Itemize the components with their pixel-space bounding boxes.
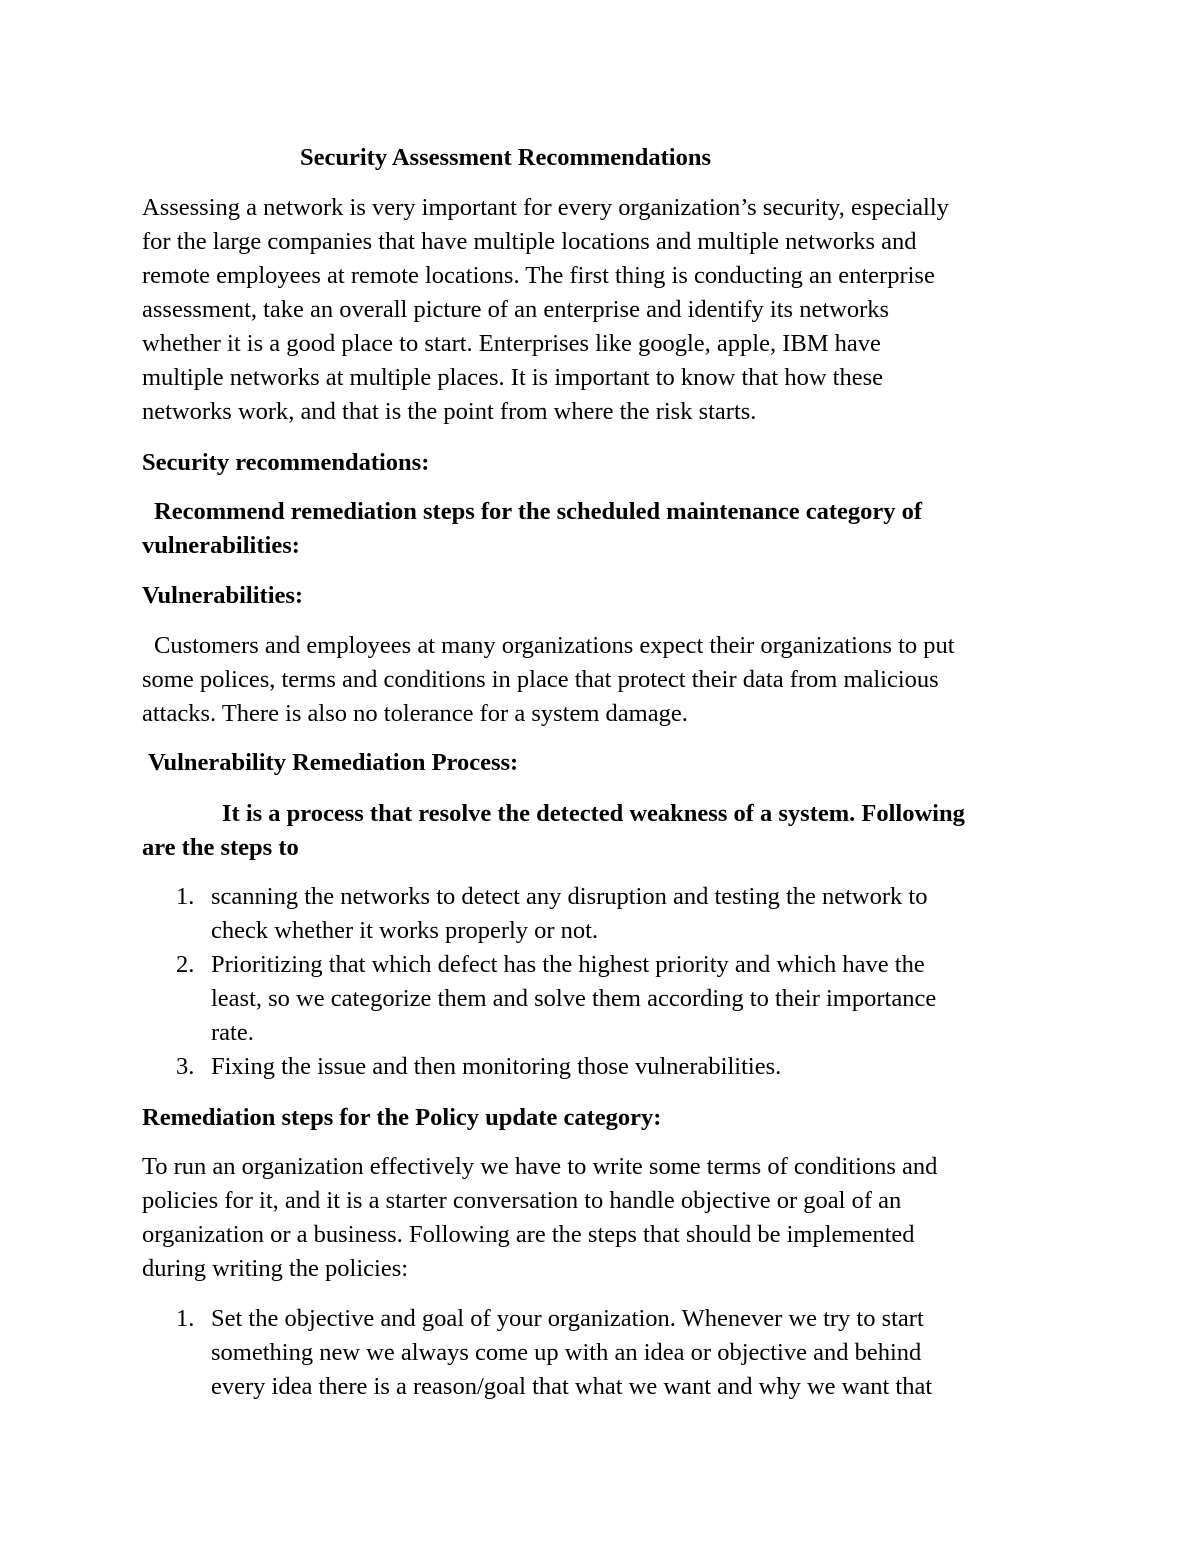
policy-step-1-line-3: every idea there is a reason/goal that what we want and why we want that — [211, 1373, 933, 1400]
policy-step-1-line-2: something new we always come up with an idea or objective and behind — [211, 1339, 922, 1366]
heading-security-recommendations: Security recommendations: — [142, 449, 430, 476]
intro-line-2: for the large companies that have multiple locations and multiple networks and — [142, 228, 917, 255]
policy-step-1-line-1: Set the objective and goal of your organization. Whenever we try to start — [211, 1305, 924, 1332]
policy-intro-line-1: To run an organization effectively we have to write some terms of conditions and — [142, 1153, 938, 1180]
heading-policy-update: Remediation steps for the Policy update category: — [142, 1104, 662, 1131]
intro-line-6: multiple networks at multiple places. It is important to know that how these — [142, 364, 883, 391]
heading-remediation-process: Vulnerability Remediation Process: — [148, 749, 519, 776]
intro-line-4: assessment, take an overall picture of an enterprise and identify its networks — [142, 296, 890, 323]
policy-step-1-number: 1. — [176, 1305, 195, 1332]
policy-intro-line-4: during writing the policies: — [142, 1255, 409, 1282]
process-step-2-number: 2. — [176, 951, 195, 978]
process-step-2-line-2: least, so we categorize them and solve them according to their importance — [211, 985, 937, 1012]
policy-intro-line-2: policies for it, and it is a starter conversation to handle objective or goal of an — [142, 1187, 902, 1214]
process-step-1-line-1: scanning the networks to detect any disruption and testing the network to — [211, 883, 928, 910]
process-step-2-line-1: Prioritizing that which defect has the highest priority and which have the — [211, 951, 925, 978]
vulnerabilities-line-3: attacks. There is also no tolerance for a system damage. — [142, 700, 688, 727]
heading-scheduled-maintenance-line-2: vulnerabilities: — [142, 532, 300, 559]
vulnerabilities-line-1: Customers and employees at many organizations expect their organizations to put — [154, 632, 955, 659]
document-title: Security Assessment Recommendations — [300, 144, 712, 171]
heading-scheduled-maintenance-line-1: Recommend remediation steps for the scheduled maintenance category of — [154, 498, 923, 525]
process-step-1-line-2: check whether it works properly or not. — [211, 917, 599, 944]
vulnerabilities-line-2: some polices, terms and conditions in place that protect their data from malicious — [142, 666, 939, 693]
process-step-3-line-1: Fixing the issue and then monitoring those vulnerabilities. — [211, 1053, 782, 1080]
intro-line-3: remote employees at remote locations. The first thing is conducting an enterprise — [142, 262, 935, 289]
process-intro-line-2: are the steps to — [142, 834, 299, 861]
process-step-2-line-3: rate. — [211, 1019, 254, 1046]
intro-line-5: whether it is a good place to start. Enterprises like google, apple, IBM have — [142, 330, 881, 357]
process-intro-line-1: It is a process that resolve the detected weakness of a system. Following — [222, 800, 965, 827]
policy-intro-line-3: organization or a business. Following are the steps that should be implemented — [142, 1221, 915, 1248]
heading-vulnerabilities: Vulnerabilities: — [142, 582, 304, 609]
intro-line-7: networks work, and that is the point from where the risk starts. — [142, 398, 757, 425]
process-step-1-number: 1. — [176, 883, 195, 910]
process-step-3-number: 3. — [176, 1053, 195, 1080]
intro-line-1: Assessing a network is very important for every organization’s security, especially — [142, 194, 949, 221]
